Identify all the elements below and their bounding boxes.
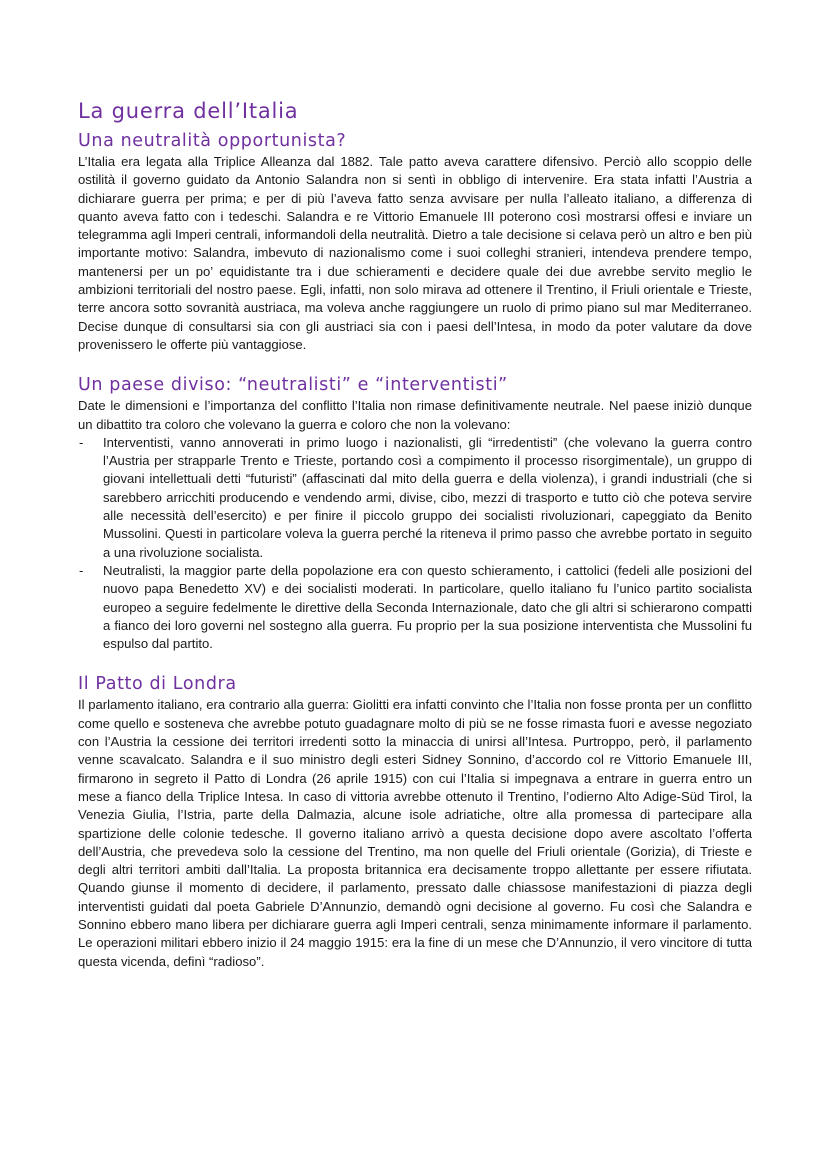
list-item-neutralisti (78, 562, 752, 653)
section-heading-divided-country: Un paese diviso: “neutralisti” e “interventisti” (78, 375, 508, 396)
section-london-pact (78, 672, 752, 970)
bullet-dash: - (79, 562, 84, 578)
list-item-text: Neutralisti, la maggior parte della popolazione era con questo schieramento, i cattolici (fedeli alle posizioni del nuovo papa Benedetto XV) e dei socialisti moderati. In particolare, quello italiano fu l’unico partito socialista europeo a seguire fedelmente le direttive della Seconda Internazionale, dato che gli altri si schierarono compatti a fianco dei loro governi nel sostegno alla guerra. Fu proprio per la sua posizione interventista che Mussolini fu espulso dal partito. (103, 562, 752, 652)
list-item-text: Interventisti, vanno annoverati in primo luogo i nazionalisti, gli “irredentisti” (che volevano la guerra contro l’Austria per strapparle Trento e Trieste, portando così a compimento il processo risorgimentale), un gruppo di giovani intellettuali detti “futuristi” (affascinati dal mito della guerra e della violenza), i grandi industriali (che si sarebbero arricchiti producendo e vendendo armi, divise, cibo, mezzi di trasporto e tutto ciò che poteva servire alle necessità dell’esercito) e per finire il piccolo gruppo dei socialisti rivoluzionari, capeggiato da Benito Mussolini. Questi in particolare voleva la guerra perché la riteneva il primo passo che avrebbe portato in seguito a una rivoluzione socialista. (103, 434, 752, 560)
section-heading-neutrality: Una neutralità opportunista? (78, 131, 347, 151)
bullet-dash: - (79, 434, 84, 450)
section-paragraph-neutrality: L’Italia era legata alla Triplice Alleanza dal 1882. Tale patto aveva carattere difensivo. Perciò allo scoppio delle ostilità il governo guidato da Antonio Salandra non si sentì in obbligo di intervenire. Era stata infatti l’Austria a dichiarare guerra per prima; e per di più l’aveva fatto senza avvisare per nulla l’alleato italiano, a differenza di quanto aveva fatto con i tedeschi. Salandra e re Vittorio Emanuele III poterono così mostrarsi offesi e inviare un telegramma agli Imperi centrali, informandoli della neutralità. Dietro a tale decisione si celava però un altro e ben più importante motivo: Salandra, imbevuto di nazionalismo come i suoi colleghi stranieri, intendeva prendere tempo, mantenersi per un po’ equidistante tra i due schieramenti e decidere quale dei due avrebbe servito meglio le ambizioni territoriali del nostro paese. Egli, infatti, non solo mirava ad ottenere il Trentino, il Friuli orientale e Trieste, terre ancora sotto sovranità austriaca, ma voleva anche raggiungere un ruolo di primo piano sul mar Mediterraneo. Decise dunque di consultarsi sia con gli austriaci sia con i paesi dell’Intesa, in modo da poter valutare da dove provenissero le offerte più vantaggiose. (78, 154, 752, 352)
section-paragraph-london-pact: Il parlamento italiano, era contrario alla guerra: Giolitti era infatti convinto che l’Italia non fosse pronta per un conflitto come quello e sosteneva che avrebbe potuto guadagnare molto di più se ne fosse rimasta fuori e avesse negoziato con l’Austria la cessione dei territori irredenti sotto la minaccia di unirsi all’Intesa. Purtroppo, però, il parlamento venne scavalcato. Salandra e il suo ministro degli esteri Sidney Sonnino, d’accordo col re Vittorio Emanuele III, firmarono in segreto il Patto di Londra (26 aprile 1915) con cui l’Italia si impegnava a entrare in guerra entro un mese a fianco della Triplice Intesa. In caso di vittoria avrebbe ottenuto il Trentino, l’odierno Alto Adige-Süd Tirol, la Venezia Giulia, l’Istria, parte della Dalmazia, alcune isole adriatiche, oltre alla promessa di partecipare alla spartizione delle colonie tedesche. Il governo italiano arrivò a questa decisione dopo avere ascoltato l’offerta dell’Austria, che prevedeva solo la cessione del Trentino, ma non quelle del Friuli orientale (Gorizia), di Trieste e degli altri territori ambiti dall’Italia. La proposta britannica era decisamente troppo allettante per essere rifiutata. Quando giunse il momento di decidere, il parlamento, pressato dalle chiassose manifestazioni di piazza degli interventisti guidati dal poeta Gabriele D’Annunzio, demandò ogni decisione al governo. Fu così che Salandra e Sonnino ebbero mano libera per dichiarare guerra agli Imperi centrali, senza minimamente informare il parlamento. Le operazioni militari ebbero inizio il 24 maggio 1915: era la fine di un mese che D’Annunzio, il vero vincitore di tutta questa vicenda, definì “radioso”. (78, 697, 752, 969)
section-divided-country (78, 373, 752, 653)
list-item-interventisti (78, 434, 752, 562)
section-neutrality (78, 129, 752, 354)
section-paragraph-divided-country: Date le dimensioni e l’importanza del conflitto l’Italia non rimase definitivamente neutrale. Nel paese iniziò dunque un dibattito tra coloro che volevano la guerra e coloro che non la volevano: (78, 398, 752, 432)
document-body (78, 96, 752, 971)
factions-list (78, 434, 752, 654)
section-heading-london-pact: Il Patto di Londra (78, 674, 237, 695)
page-title: La guerra dell’Italia (78, 99, 299, 123)
